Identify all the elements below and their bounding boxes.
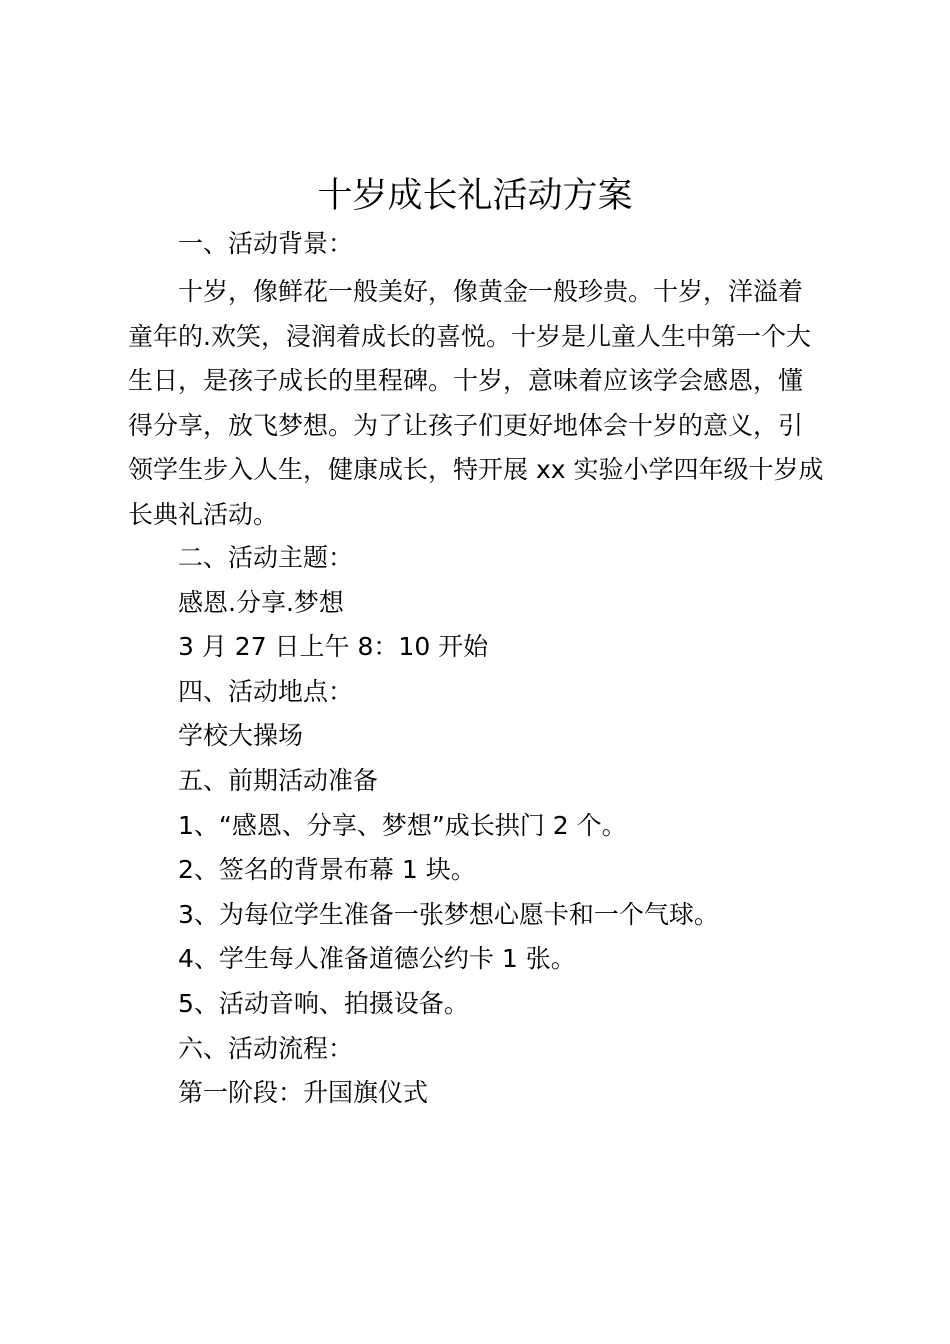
section-heading-preparation: 五、前期活动准备 <box>178 766 379 795</box>
location-text: 学校大操场 <box>178 721 304 750</box>
prep-item: 1、“感恩、分享、梦想”成长拱门 2 个。 <box>178 811 627 840</box>
section-heading-theme: 二、活动主题： <box>178 543 354 572</box>
paragraph-line: 得分享，放飞梦想。为了让孩子们更好地体会十岁的意义，引 <box>128 410 804 440</box>
section-heading-background: 一、活动背景： <box>178 229 354 258</box>
background-paragraph <box>128 270 834 537</box>
document-title: 十岁成长礼活动方案 <box>317 176 633 216</box>
prep-item: 3、为每位学生准备一张梦想心愿卡和一个气球。 <box>178 900 719 929</box>
paragraph-line: 领学生步入人生，健康成长，特开展 xx 实验小学四年级十岁成 <box>128 455 824 484</box>
section-heading-location: 四、活动地点： <box>178 677 354 706</box>
paragraph-line: 童年的.欢笑，浸润着成长的喜悦。十岁是儿童人生中第一个大 <box>128 321 811 351</box>
theme-text: 感恩.分享.梦想 <box>178 588 344 617</box>
paragraph-line: 生日，是孩子成长的里程碑。十岁，意味着应该学会感恩，懂 <box>128 366 804 395</box>
prep-item: 2、签名的背景布幕 1 块。 <box>178 855 476 884</box>
prep-item: 5、活动音响、拍摄设备。 <box>178 989 469 1018</box>
paragraph-line: 十岁，像鲜花一般美好，像黄金一般珍贵。十岁，洋溢着 <box>178 277 804 306</box>
stage-one-text: 第一阶段：升国旗仪式 <box>178 1078 429 1107</box>
prep-item: 4、学生每人准备道德公约卡 1 张。 <box>178 944 576 973</box>
time-text: 3 月 27 日上午 8：10 开始 <box>178 632 489 661</box>
section-heading-process: 六、活动流程： <box>178 1034 354 1063</box>
paragraph-line: 长典礼活动。 <box>128 499 279 529</box>
